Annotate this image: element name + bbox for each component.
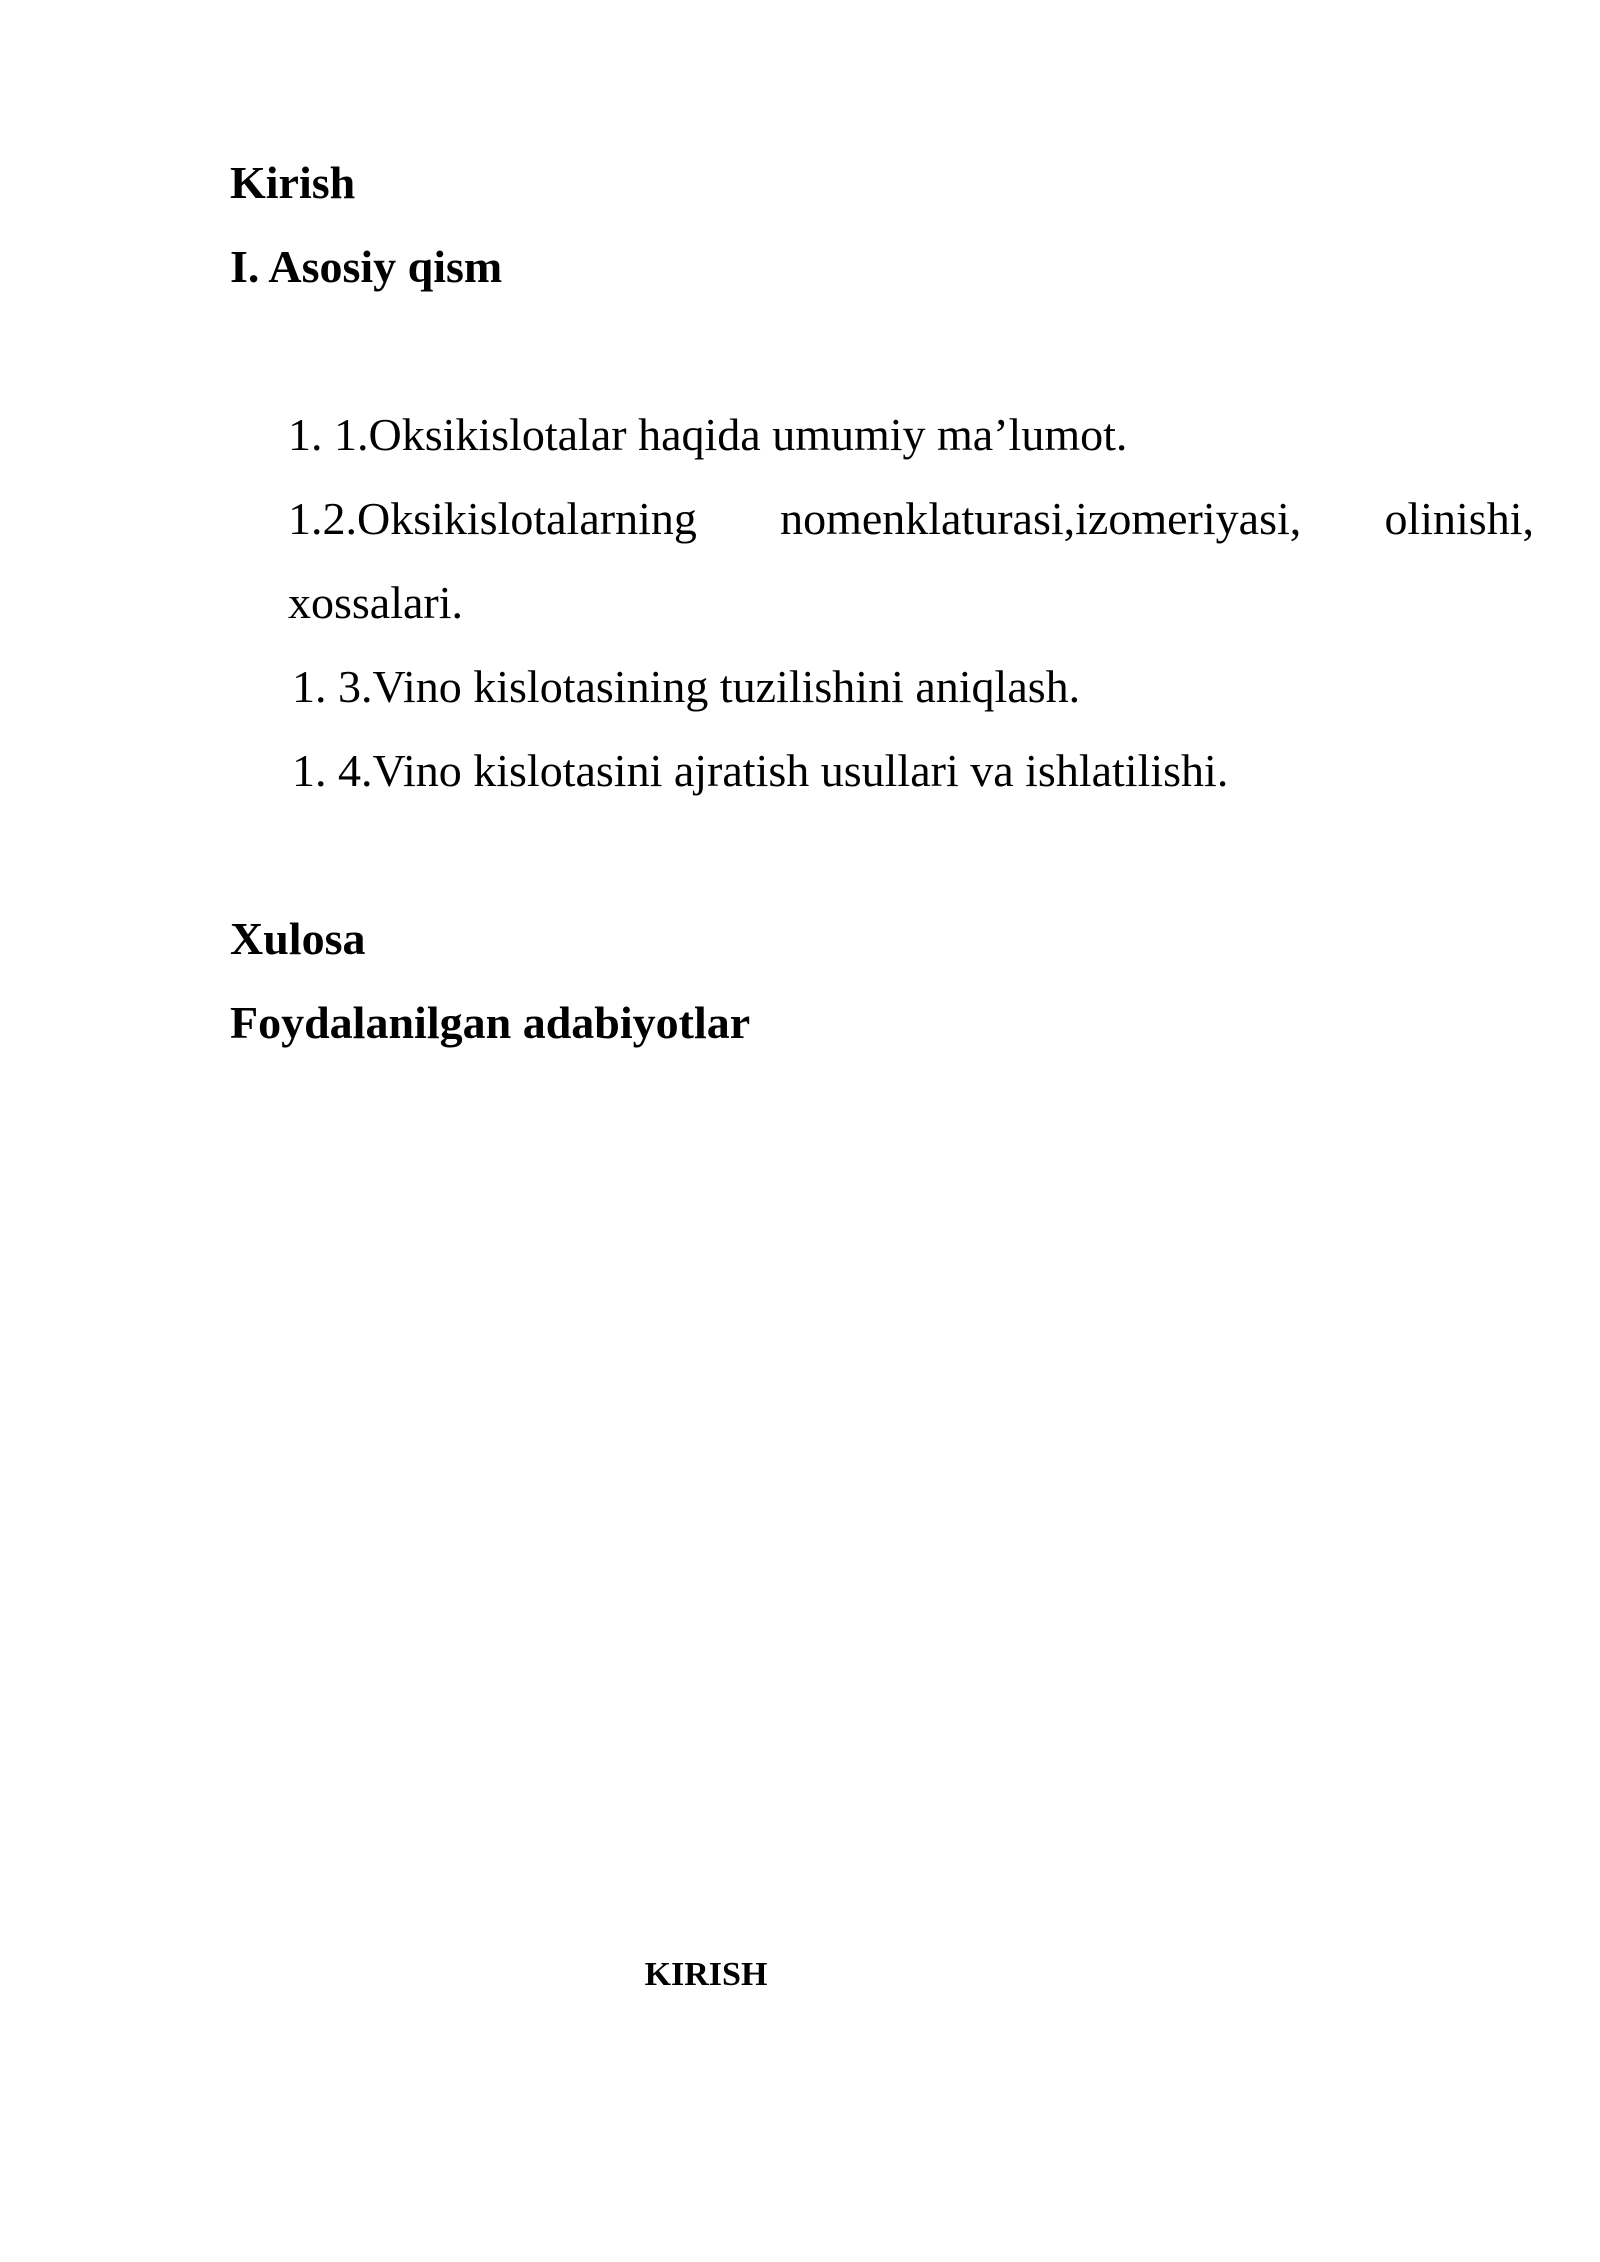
- toc-item-1-2-part-1: 1.2.Oksikislotalarning: [288, 493, 697, 544]
- toc-item-1-2: [288, 493, 1534, 544]
- toc-item-1-4: 1. 4.Vino kislotasini ajratish usullari va ishlatilishi.: [292, 745, 1229, 796]
- toc-item-1-1: 1. 1.Oksikislotalar haqida umumiy ma’lumot.: [288, 409, 1128, 460]
- toc-references-heading: Foydalanilgan adabiyotlar: [230, 997, 751, 1048]
- toc-conclusion-heading: Xulosa: [230, 913, 366, 964]
- toc-intro-heading: Kirish: [230, 157, 356, 208]
- toc-item-1-2-part-2: nomenklaturasi,izomeriyasi,: [780, 493, 1302, 544]
- section-title-kirish: KIRISH: [644, 1956, 768, 1993]
- toc-item-1-2-continuation: xossalari.: [288, 577, 464, 628]
- toc-item-1-2-part-3: olinishi,: [1384, 493, 1534, 544]
- toc-main-part-heading: I. Asosiy qism: [230, 241, 503, 292]
- toc-item-1-3: 1. 3.Vino kislotasining tuzilishini aniqlash.: [292, 661, 1081, 712]
